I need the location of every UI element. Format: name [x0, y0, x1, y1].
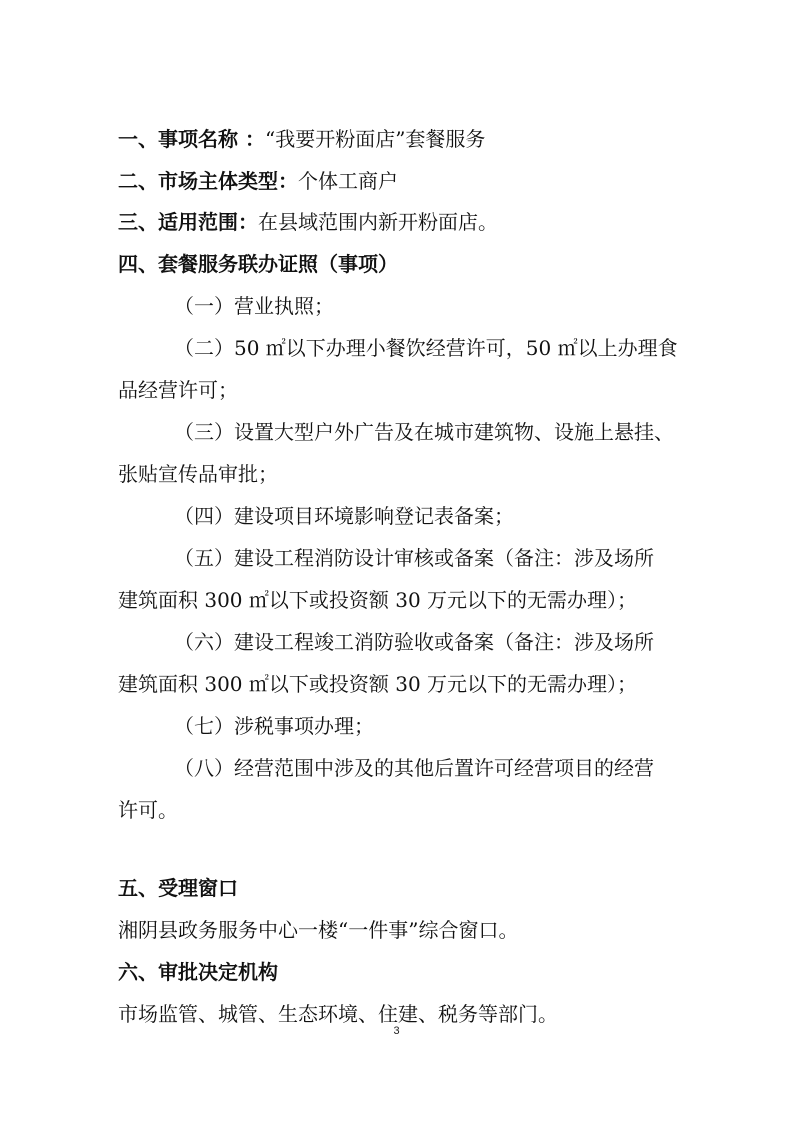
list-item-continuation: 品经营许可；	[118, 378, 238, 402]
section-1-value: “我要开粉面店”套餐服务	[264, 127, 486, 151]
section-5-label: 五、受理窗口	[118, 876, 238, 900]
section-3	[118, 209, 498, 235]
section-2-value: 个体工商户	[298, 169, 398, 193]
list-item: （二）50 ㎡以下办理小餐饮经营许可，50 ㎡以上办理食	[174, 336, 678, 360]
section-2-label: 二、市场主体类型：	[118, 169, 298, 193]
list-item: （七）涉税事项办理；	[174, 714, 374, 738]
section-6-label: 六、审批决定机构	[118, 960, 278, 984]
list-item-continuation: 建筑面积 300 ㎡以下或投资额 30 万元以下的无需办理）；	[118, 672, 638, 696]
list-item-continuation: 许可。	[118, 798, 178, 822]
list-item: （八）经营范围中涉及的其他后置许可经营项目的经营	[174, 756, 654, 780]
section-2	[118, 168, 398, 194]
page-number: 3	[393, 1025, 400, 1037]
section-3-value: 在县域范围内新开粉面店。	[258, 210, 498, 234]
list-item: （一）营业执照；	[174, 294, 334, 318]
section-3-label: 三、适用范围：	[118, 210, 258, 234]
section-5-value: 湘阴县政务服务中心一楼“一件事”综合窗口。	[118, 918, 519, 942]
section-1	[118, 126, 485, 152]
section-1-label: 一、事项名称 ：	[118, 127, 265, 151]
list-item-continuation: 张贴宣传品审批；	[118, 462, 278, 486]
list-item: （六）建设工程竣工消防验收或备案（备注：涉及场所	[174, 630, 654, 654]
list-item-continuation: 建筑面积 300 ㎡以下或投资额 30 万元以下的无需办理）；	[118, 588, 638, 612]
list-item: （五）建设工程消防设计审核或备案（备注：涉及场所	[174, 546, 654, 570]
list-item: （四）建设项目环境影响登记表备案；	[174, 504, 514, 528]
section-6-value: 市场监管、城管、生态环境、住建、税务等部门。	[118, 1002, 558, 1026]
list-item: （三）设置大型户外广告及在城市建筑物、设施上悬挂、	[174, 420, 674, 444]
section-4-label: 四、套餐服务联办证照（事项）	[118, 252, 398, 276]
